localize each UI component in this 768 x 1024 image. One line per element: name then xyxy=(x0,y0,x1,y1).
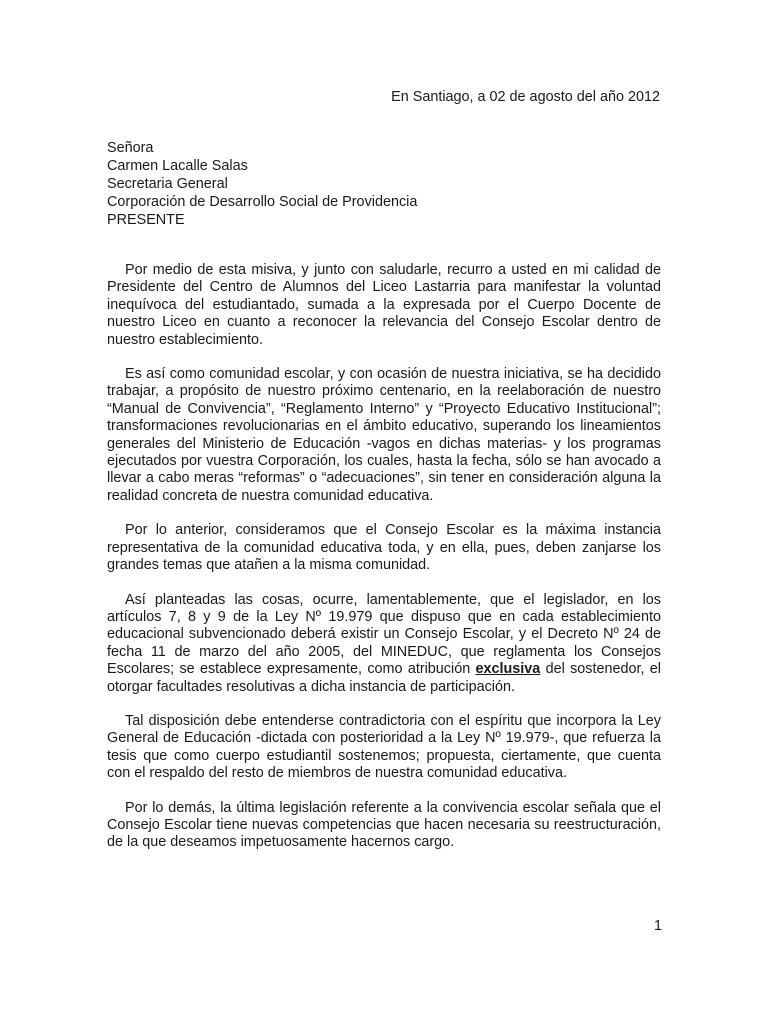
addressee-name: Carmen Lacalle Salas xyxy=(107,158,248,174)
letter-body xyxy=(107,262,661,869)
paragraph-3: Por lo anterior, consideramos que el Consejo Escolar es la máxima instancia representativa de la comunidad educativa toda, y en ella, pues, deben zanjarse los grandes temas que atañen a la misma comunidad. xyxy=(107,522,661,574)
paragraph-4-before: Así planteadas las cosas, ocurre, lamentablemente, que el legislador, en los artículos 7, 8 y 9 de la Ley Nº 19.979 que dispuso que en cada establecimiento educacional subvencionado deberá existir un Consejo Escolar, y el Decreto Nº 24 de fecha 11 de marzo del año 2005, del MINEDUC, que reglamenta los Consejos Escolares; se establece expresamente, como atribución xyxy=(107,591,661,678)
paragraph-1: Por medio de esta misiva, y junto con saludarle, recurro a usted en mi calidad de Presidente del Centro de Alumnos del Liceo Lastarria para manifestar la voluntad inequívoca del estudiantado, sumada a la expresada por el Cuerpo Docente de nuestro Liceo en cuanto a reconocer la relevancia del Consejo Escolar dentro de nuestro establecimiento. xyxy=(107,262,661,348)
page-number: 1 xyxy=(653,918,662,934)
addressee-presente: PRESENTE xyxy=(107,212,185,228)
paragraph-4-after: del sostenedor, el otorgar facultades resolutivas a dicha instancia de participación. xyxy=(107,661,661,695)
paragraph-6: Por lo demás, la última legislación referente a la convivencia escolar señala que el Consejo Escolar tiene nuevas competencias que hacen necesaria su reestructuración, de la que deseamos impetuosamente hacernos cargo. xyxy=(107,799,661,851)
paragraph-2: Es así como comunidad escolar, y con ocasión de nuestra iniciativa, se ha decidido trabajar, a propósito de nuestro próximo centenario, en la reelaboración de nuestro “Manual de Convivencia”, “Reglamento Interno” y “Proyecto Educativo Institucional”; transformaciones revolucionarias en el ámbito educativo, superando los lineamientos generales del Ministerio de Educación -vagos en dichas materias- y los programas ejecutados por vuestra Corporación, los cuales, hasta la fecha, sólo se han avocado a llevar a cabo meras “reformas” o “adecuaciones”, sin tener en consideración alguna la realidad concreta de nuestra comunidad educativa. xyxy=(107,366,661,504)
addressee-block xyxy=(107,140,417,230)
addressee-organization: Corporación de Desarrollo Social de Providencia xyxy=(107,194,418,210)
addressee-salutation: Señora xyxy=(107,140,154,156)
paragraph-4 xyxy=(107,592,661,696)
date-line: En Santiago, a 02 de agosto del año 2012 xyxy=(391,89,660,105)
paragraph-5: Tal disposición debe entenderse contradictoria con el espíritu que incorpora la Ley General de Educación -dictada con posterioridad a la Ley Nº 19.979-, que refuerza la tesis que como cuerpo estudiantil sostenemos; propuesta, ciertamente, que cuenta con el respaldo del resto de miembros de nuestra comunidad educativa. xyxy=(107,712,661,782)
emphasis-exclusiva: exclusiva xyxy=(475,661,541,678)
addressee-title: Secretaria General xyxy=(107,176,228,192)
